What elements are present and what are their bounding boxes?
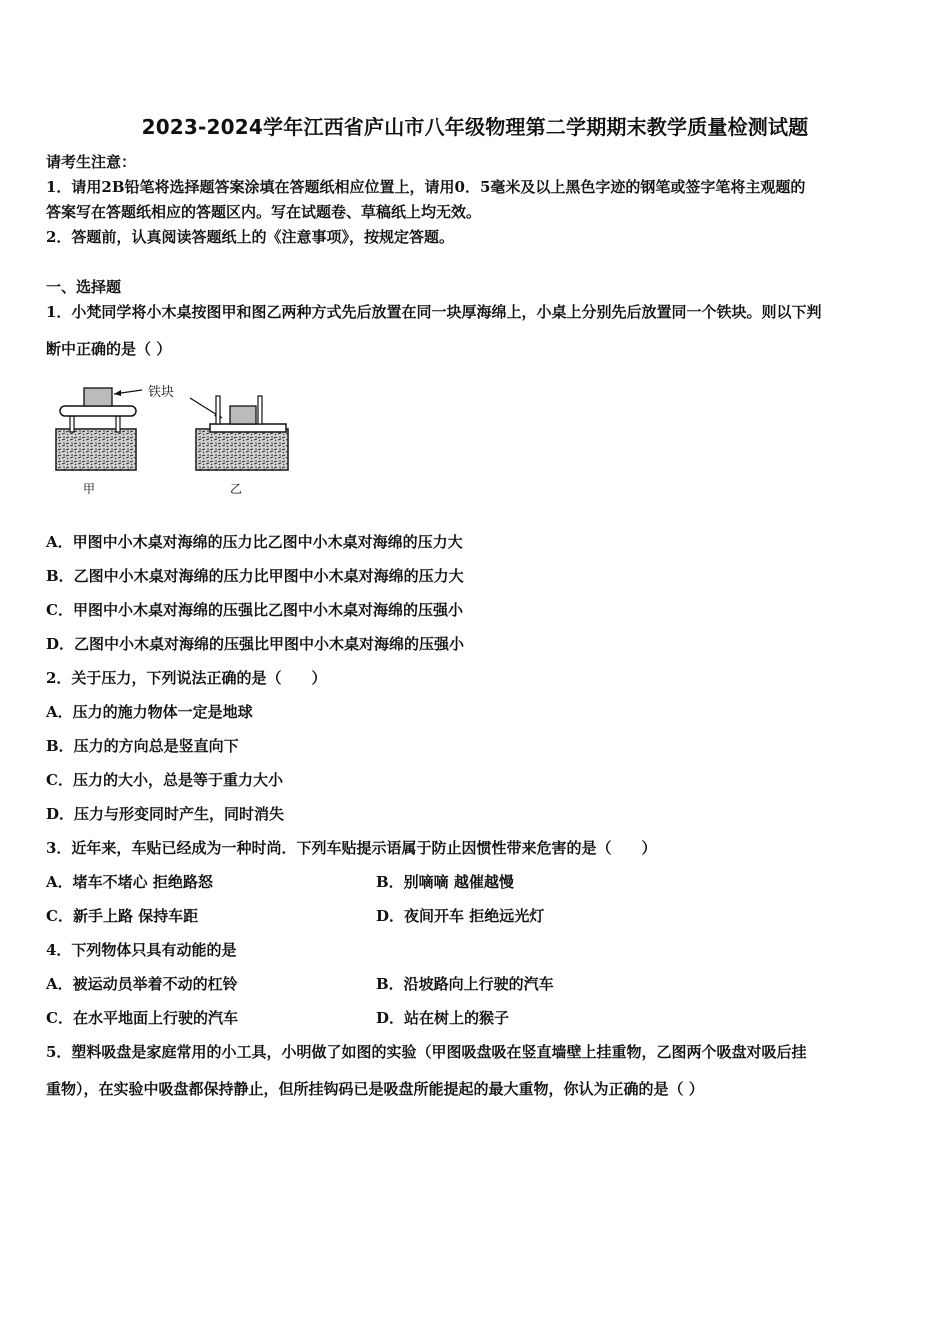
notice-heading: 请考生注意：	[46, 153, 137, 171]
q2-option-d: D．压力与形变同时产生，同时消失	[46, 805, 285, 823]
q3-option-b: B．别嘀嘀 越催越慢	[376, 873, 514, 891]
q4-option-c: C．在水平地面上行驶的汽车	[46, 1009, 238, 1027]
q4-option-a: A．被运动员举着不动的杠铃	[46, 975, 238, 993]
section-heading: 一、选择题	[46, 278, 122, 296]
figure-a-label: 甲	[83, 482, 96, 496]
q2-option-b: B．压力的方向总是竖直向下	[46, 737, 239, 755]
q4-option-b: B．沿坡路向上行驶的汽车	[376, 975, 554, 993]
q1-option-c: C．甲图中小木桌对海绵的压强比乙图中小木桌对海绵的压强小	[46, 601, 463, 619]
q4-stem: 4．下列物体只具有动能的是	[46, 941, 237, 959]
q1-option-a: A．甲图中小木桌对海绵的压力比乙图中小木桌对海绵的压力大	[46, 533, 463, 551]
notice-line-2: 答案写在答题纸相应的答题区内。写在试题卷、草稿纸上均无效。	[46, 203, 482, 221]
q2-stem: 2．关于压力，下列说法正确的是（ ）	[46, 669, 327, 687]
figure-a	[56, 388, 136, 470]
q1-stem-line-2: 断中正确的是（ ）	[46, 340, 172, 358]
page-title: 2023-2024学年江西省庐山市八年级物理第二学期期末教学质量检测试题	[141, 115, 809, 139]
q3-option-a: A．堵车不堵心 拒绝路怒	[46, 873, 213, 891]
notice-line-1: 1．请用2B铅笔将选择题答案涂填在答题纸相应位置上，请用0．5毫米及以上黑色字迹的钢笔或签字笔将主观题的	[46, 178, 806, 196]
q1-option-d: D．乙图中小木桌对海绵的压强比甲图中小木桌对海绵的压强小	[46, 635, 465, 653]
q2-option-c: C．压力的大小，总是等于重力大小	[46, 771, 283, 789]
q3-stem: 3．近年来，车贴已经成为一种时尚．下列车贴提示语属于防止因惯性带来危害的是（ ）	[46, 839, 657, 857]
q3-option-d: D．夜间开车 拒绝远光灯	[376, 907, 545, 925]
q4-option-d: D．站在树上的猴子	[376, 1009, 510, 1027]
figure-b	[196, 396, 288, 470]
notice-line-3: 2．答题前，认真阅读答题纸上的《注意事项》，按规定答题。	[46, 228, 454, 246]
q2-option-a: A．压力的施力物体一定是地球	[46, 703, 253, 721]
q5-stem-line-1: 5．塑料吸盘是家庭常用的小工具，小明做了如图的实验（甲图吸盘吸在竖直墙壁上挂重物，乙图两个吸盘对吸后挂	[46, 1043, 807, 1061]
figure-b-label: 乙	[230, 482, 243, 496]
q5-stem-line-2: 重物），在实验中吸盘都保持静止，但所挂钩码已是吸盘所能提起的最大重物，你认为正确的是（ ）	[46, 1080, 704, 1098]
q1-option-b: B．乙图中小木桌对海绵的压力比甲图中小木桌对海绵的压力大	[46, 567, 464, 585]
q1-figure	[50, 376, 300, 501]
q1-stem-line-1: 1．小梵同学将小木桌按图甲和图乙两种方式先后放置在同一块厚海绵上，小桌上分别先后放置同一个铁块。则以下判	[46, 303, 822, 321]
q3-option-c: C．新手上路 保持车距	[46, 907, 199, 925]
iron-block-label: 铁块	[148, 385, 175, 400]
